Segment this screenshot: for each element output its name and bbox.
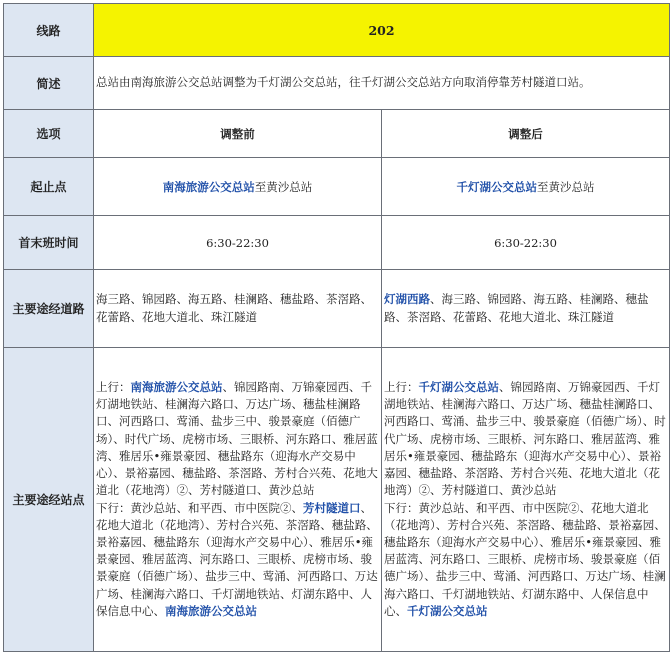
up-stops: 、锦园路南、万锦豪园西、千灯湖地铁站、桂澜海六路口、万达广场、穗盐桂澜路口、河西路口、莺涌、盐步三中、骏景豪庭（佰德广场）、时代广场、虎榜市场、三眼桥、河东路口、雅居蓝湾、雅居乐•雍景豪园、穗盐路东（迎海水产交易中心）、景裕嘉园、穗盐路、茶滘路、芳村合兴苑、花地大道北（花地湾）②、芳村隧道口、黄沙总站: [384, 380, 666, 498]
terminals-after: [382, 158, 670, 216]
terminals-before: [94, 158, 382, 216]
down-stops-a: 下行：黄沙总站、和平西、市中医院②、: [96, 500, 303, 515]
up-stops: 、锦园路南、万锦豪园西、千灯湖地铁站、桂澜海六路口、万达广场、穗盐桂澜路口、河西路口、莺涌、盐步三中、骏景豪庭（佰德广场）、时代广场、虎榜市场、三眼桥、河东路口、雅居蓝湾、雅居乐•雍景豪园、穗盐路东（迎海水产交易中心）、景裕嘉园、穗盐路、茶滘路、芳村合兴苑、花地大道北（花地湾）②、芳村隧道口、黄沙总站: [96, 380, 378, 498]
hours-before: 6:30-22:30: [94, 216, 382, 270]
hours-after: 6:30-22:30: [382, 216, 670, 270]
stops-label: 主要途经站点: [4, 348, 94, 652]
route-row: [4, 4, 670, 57]
hours-label: 首末班时间: [4, 216, 94, 270]
down-stops-b: 、花地大道北（花地湾）、芳村合兴苑、茶滘路、穗盐路、景裕嘉园、穗盐路东（迎海水产交易中心）、雅居乐•雍景豪园、雅居蓝湾、河东路口、三眼桥、虎榜市场、骏景豪庭（佰德广场）、盐步三中、莺涌、河西路口、万达广场、桂澜海六路口、千灯湖地铁站、灯湖东路中、人保信息中心、: [96, 500, 378, 618]
up-prefix: 上行：: [96, 380, 131, 395]
roads-after-rest: 、海三路、锦园路、海五路、桂澜路、穗盐路、茶滘路、花蕾路、花地大道北、珠江隧道: [384, 292, 649, 324]
up-terminal-highlight: 南海旅游公交总站: [130, 380, 223, 395]
after-header: 调整后: [382, 110, 670, 158]
roads-after-highlight: 灯湖西路: [384, 292, 430, 306]
terminal-before-rest: 至黄沙总站: [254, 179, 313, 194]
down-terminal-highlight: 南海旅游公交总站: [165, 603, 257, 618]
stops-after-up: [384, 379, 667, 499]
hours-row: [4, 216, 670, 270]
terminal-after-highlight: 千灯湖公交总站: [456, 179, 537, 194]
summary-row: [4, 57, 670, 110]
terminals-row: [4, 158, 670, 216]
roads-label: 主要途经道路: [4, 270, 94, 348]
stops-after: [382, 348, 670, 652]
up-prefix: 上行：: [384, 380, 419, 395]
before-header: 调整前: [94, 110, 382, 158]
header-row: [4, 110, 670, 158]
terminal-after-rest: 至黄沙总站: [537, 179, 595, 194]
terminal-before-highlight: 南海旅游公交总站: [162, 179, 255, 194]
stops-before: [94, 348, 382, 652]
up-terminal-highlight: 千灯湖公交总站: [418, 380, 499, 395]
stops-after-down: [384, 500, 667, 620]
summary-text: 总站由南海旅游公交总站调整为千灯湖公交总站，往千灯湖公交总站方向取消停靠芳村隧道口站。: [94, 57, 670, 110]
down-tunnel-highlight: 芳村隧道口: [303, 500, 361, 515]
stops-row: [4, 348, 670, 652]
roads-after: [382, 270, 670, 348]
route-number: 202: [94, 4, 670, 57]
options-label: 选项: [4, 110, 94, 158]
stops-before-down: [96, 500, 379, 620]
down-terminal-highlight: 千灯湖公交总站: [407, 603, 488, 618]
roads-before: 海三路、锦园路、海五路、桂澜路、穗盐路、茶滘路、花蕾路、花地大道北、珠江隧道: [94, 270, 382, 348]
down-stops-a: 下行：黄沙总站、和平西、市中医院②、花地大道北（花地湾）、芳村合兴苑、茶滘路、穗盐路、景裕嘉园、穗盐路东（迎海水产交易中心）、雅居乐•雍景豪园、雅居蓝湾、河东路口、三眼桥、虎榜市场、骏景豪庭（佰德广场）、盐步三中、莺涌、河西路口、万达广场、桂澜海六路口、千灯湖地铁站、灯湖东路中、人保信息中心、: [384, 500, 666, 618]
terminals-label: 起止点: [4, 158, 94, 216]
route-label: 线路: [4, 4, 94, 57]
route-adjustment-table: [3, 3, 670, 652]
stops-before-up: [96, 379, 379, 499]
summary-label: 简述: [4, 57, 94, 110]
roads-row: [4, 270, 670, 348]
